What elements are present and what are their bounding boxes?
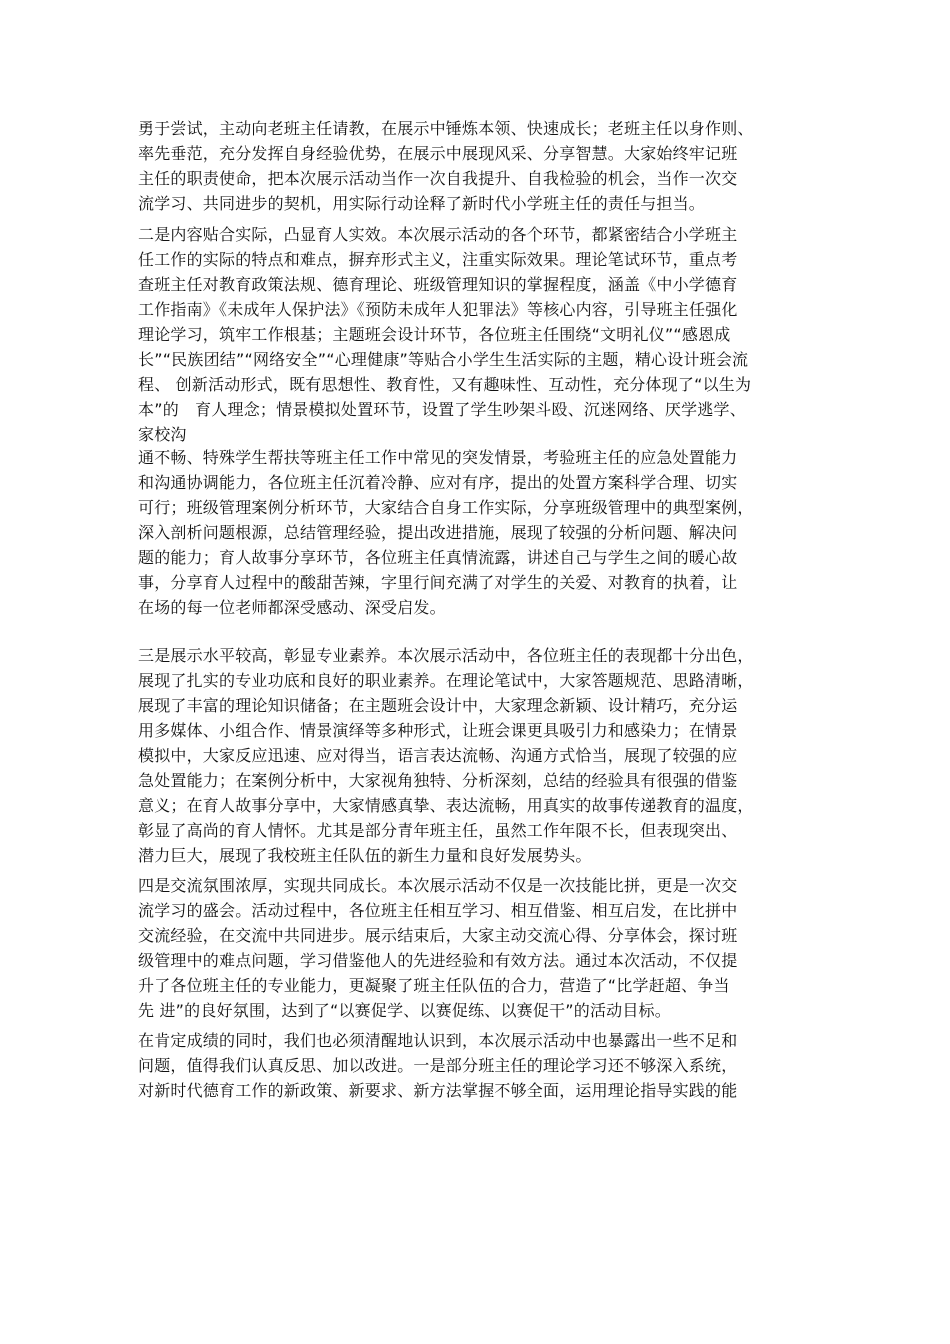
text-line: 四是交流氛围浓厚，实现共同成长。本次展示活动不仅是一次技能比拼，更是一次交 — [138, 876, 738, 895]
text-line: 潜力巨大，展现了我校班主任队伍的新生力量和良好发展势头。 — [138, 846, 592, 865]
text-line: 通不畅、特殊学生帮扶等班主任工作中常见的突发情景，考验班主任的应急处置能力 — [138, 448, 738, 467]
text-line: 流学习的盛会。活动过程中，各位班主任相互学习、相互借鉴、相互启发，在比拼中 — [138, 901, 738, 920]
text-line: 彰显了高尚的育人情怀。尤其是部分青年班主任，虽然工作年限不长，但表现突出、 — [138, 821, 738, 840]
paragraph-2 — [138, 222, 818, 447]
text-line: 问题，值得我们认真反思、加以改进。一是部分班主任的理论学习还不够深入系统， — [138, 1056, 738, 1075]
paragraph-1 — [138, 116, 818, 216]
text-line: 本”的 育人理念；情景模拟处置环节，设置了学生吵架斗殴、沉迷网络、厌学逃学、 — [138, 400, 746, 419]
text-line: 升了各位班主任的专业能力，更凝聚了班主任队伍的合力，营造了“比学赶超、争当 — [138, 976, 730, 995]
paragraph-3 — [138, 445, 818, 620]
text-line: 深入剖析问题根源，总结管理经验，提出改进措施，展现了较强的分析问题、解决问 — [138, 523, 738, 542]
text-line: 先 进”的良好氛围，达到了“以赛促学、以赛促练、以赛促干”的活动目标。 — [138, 1001, 671, 1020]
text-line: 在场的每一位老师都深受感动、深受启发。 — [138, 598, 446, 617]
paragraph-5 — [138, 873, 818, 1023]
text-line: 长”“民族团结”“网络安全”“心理健康”等贴合小学生生活实际的主题，精心设计班会流 — [138, 350, 749, 369]
text-line: 和沟通协调能力，各位班主任沉着冷静、应对有序，提出的处置方案科学合理、切实 — [138, 473, 738, 492]
text-line: 查班主任对教育政策法规、德育理论、班级管理知识的掌握程度，涵盖《中小学德育 — [138, 275, 738, 294]
text-line: 三是展示水平较高，彰显专业素养。本次展示活动中，各位班主任的表现都十分出色， — [138, 646, 754, 665]
text-line: 二是内容贴合实际，凸显育人实效。本次展示活动的各个环节，都紧密结合小学班主 — [138, 225, 738, 244]
text-line: 级管理中的难点问题，学习借鉴他人的先进经验和有效方法。通过本次活动，不仅提 — [138, 951, 738, 970]
text-line: 主任的职责使命，把本次展示活动当作一次自我提升、自我检验的机会，当作一次交 — [138, 169, 738, 188]
text-line: 家校沟 — [138, 425, 187, 444]
text-line: 任工作的实际的特点和难点，摒弃形式主义，注重实际效果。理论笔试环节，重点考 — [138, 250, 738, 269]
paragraph-6 — [138, 1028, 818, 1103]
text-line: 对新时代德育工作的新政策、新要求、新方法掌握不够全面，运用理论指导实践的能 — [138, 1081, 738, 1100]
text-line: 模拟中，大家反应迅速、应对得当，语言表达流畅、沟通方式恰当，展现了较强的应 — [138, 746, 738, 765]
text-line: 率先垂范，充分发挥自身经验优势，在展示中展现风采、分享智慧。大家始终牢记班 — [138, 144, 738, 163]
text-line: 可行；班级管理案例分析环节，大家结合自身工作实际，分享班级管理中的典型案例， — [138, 498, 754, 517]
text-line: 勇于尝试，主动向老班主任请教，在展示中锤炼本领、快速成长；老班主任以身作则、 — [138, 119, 754, 138]
text-line: 用多媒体、小组合作、情景演绎等多种形式，让班会课更具吸引力和感染力；在情景 — [138, 721, 738, 740]
text-line: 流学习、共同进步的契机，用实际行动诠释了新时代小学班主任的责任与担当。 — [138, 194, 706, 213]
text-line: 意义；在育人故事分享中，大家情感真挚、表达流畅，用真实的故事传递教育的温度， — [138, 796, 754, 815]
text-line: 在肯定成绩的同时，我们也必须清醒地认识到，本次展示活动中也暴露出一些不足和 — [138, 1031, 738, 1050]
text-line: 展现了丰富的理论知识储备；在主题班会设计中，大家理念新颖、设计精巧，充分运 — [138, 696, 738, 715]
text-line: 题的能力；育人故事分享环节，各位班主任真情流露，讲述自己与学生之间的暖心故 — [138, 548, 738, 567]
text-line: 工作指南》《未成年人保护法》《预防未成年人犯罪法》等核心内容，引导班主任强化 — [138, 300, 738, 319]
text-line: 交流经验，在交流中共同进步。展示结束后，大家主动交流心得、分享体会，探讨班 — [138, 926, 738, 945]
paragraph-4 — [138, 643, 818, 868]
text-line: 理论学习，筑牢工作根基；主题班会设计环节，各位班主任围绕“文明礼仪”“感恩成 — [138, 325, 731, 344]
text-line: 事，分享育人过程中的酸甜苦辣，字里行间充满了对学生的关爱、对教育的执着，让 — [138, 573, 738, 592]
text-line: 急处置能力；在案例分析中，大家视角独特、分析深刻，总结的经验具有很强的借鉴 — [138, 771, 738, 790]
text-line: 展现了扎实的专业功底和良好的职业素养。在理论笔试中，大家答题规范、思路清晰， — [138, 671, 754, 690]
text-line: 程、 创新活动形式，既有思想性、教育性，又有趣味性、互动性，充分体现了“以生为 — [138, 375, 752, 394]
